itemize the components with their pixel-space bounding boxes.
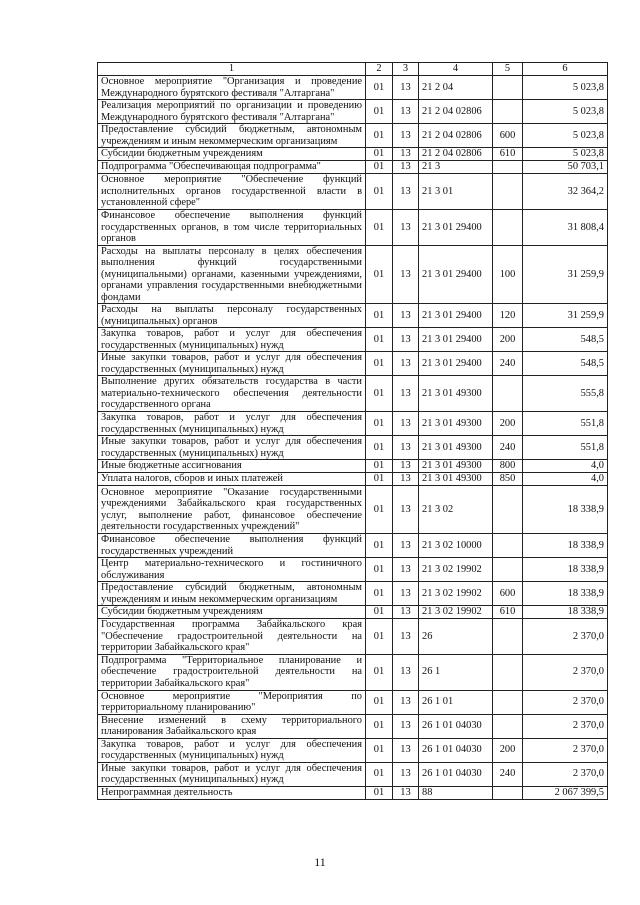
row-target-code-cell: 21 3 01 49300 (419, 460, 493, 473)
row-name-cell: Центр материально-технического и гостиничного обслуживания (98, 558, 366, 582)
row-expense-type-cell: 240 (493, 436, 523, 460)
row-subsection-cell: 13 (393, 161, 419, 174)
table-row (98, 245, 608, 304)
budget-table (97, 62, 608, 800)
table-row (98, 304, 608, 328)
row-section-cell: 01 (366, 100, 393, 124)
table-row (98, 174, 608, 210)
row-name-cell: Основное мероприятие "Организация и проведение Международного бурятского фестиваля "Алтаргана" (98, 76, 366, 100)
row-subsection-cell: 13 (393, 328, 419, 352)
row-amount-cell: 548,5 (523, 352, 608, 376)
row-expense-type-cell: 610 (493, 148, 523, 161)
header-cell-4: 4 (419, 63, 493, 76)
row-amount-cell: 548,5 (523, 328, 608, 352)
table-row (98, 148, 608, 161)
row-name-cell: Предоставление субсидий бюджетным, автономным учреждениям и иным некоммерческим организациям (98, 124, 366, 148)
row-section-cell: 01 (366, 486, 393, 534)
table-row (98, 124, 608, 148)
row-name-cell: Иные закупки товаров, работ и услуг для обеспечения государственных (муниципальных) нужд (98, 352, 366, 376)
table-row (98, 714, 608, 738)
table-row (98, 762, 608, 786)
table-row (98, 328, 608, 352)
row-section-cell: 01 (366, 473, 393, 486)
table-row (98, 582, 608, 606)
table-row (98, 473, 608, 486)
row-name-cell: Субсидии бюджетным учреждениям (98, 606, 366, 619)
row-section-cell: 01 (366, 460, 393, 473)
row-subsection-cell: 13 (393, 148, 419, 161)
row-section-cell: 01 (366, 376, 393, 412)
row-section-cell: 01 (366, 714, 393, 738)
row-section-cell: 01 (366, 124, 393, 148)
row-subsection-cell: 13 (393, 100, 419, 124)
row-expense-type-cell: 100 (493, 245, 523, 304)
row-amount-cell: 4,0 (523, 473, 608, 486)
table-row (98, 460, 608, 473)
table-row (98, 412, 608, 436)
row-target-code-cell: 21 3 01 29400 (419, 210, 493, 246)
row-subsection-cell: 13 (393, 690, 419, 714)
row-section-cell: 01 (366, 582, 393, 606)
row-subsection-cell: 13 (393, 76, 419, 100)
row-subsection-cell: 13 (393, 606, 419, 619)
row-target-code-cell: 21 3 01 49300 (419, 436, 493, 460)
row-target-code-cell: 21 3 01 49300 (419, 473, 493, 486)
row-subsection-cell: 13 (393, 174, 419, 210)
row-section-cell: 01 (366, 161, 393, 174)
row-amount-cell: 18 338,9 (523, 486, 608, 534)
row-target-code-cell: 21 3 02 10000 (419, 534, 493, 558)
row-expense-type-cell (493, 714, 523, 738)
row-name-cell: Финансовое обеспечение выполнения функций государственных учреждений (98, 534, 366, 558)
row-amount-cell: 18 338,9 (523, 582, 608, 606)
row-expense-type-cell: 610 (493, 606, 523, 619)
row-amount-cell: 31 259,9 (523, 304, 608, 328)
row-subsection-cell: 13 (393, 245, 419, 304)
row-expense-type-cell: 600 (493, 124, 523, 148)
row-expense-type-cell (493, 486, 523, 534)
row-amount-cell: 2 370,0 (523, 714, 608, 738)
row-subsection-cell: 13 (393, 352, 419, 376)
row-subsection-cell: 13 (393, 762, 419, 786)
row-section-cell: 01 (366, 328, 393, 352)
table-row (98, 161, 608, 174)
table-row (98, 690, 608, 714)
header-cell-5: 5 (493, 63, 523, 76)
table-header-row (98, 63, 608, 76)
row-section-cell: 01 (366, 174, 393, 210)
row-section-cell: 01 (366, 76, 393, 100)
row-target-code-cell: 21 2 04 (419, 76, 493, 100)
row-section-cell: 01 (366, 210, 393, 246)
row-name-cell: Внесение изменений в схему территориального планирования Забайкальского края (98, 714, 366, 738)
table-row (98, 558, 608, 582)
header-cell-2: 2 (366, 63, 393, 76)
row-section-cell: 01 (366, 148, 393, 161)
row-target-code-cell: 21 3 01 49300 (419, 376, 493, 412)
row-section-cell: 01 (366, 762, 393, 786)
row-section-cell: 01 (366, 619, 393, 655)
row-subsection-cell: 13 (393, 714, 419, 738)
row-amount-cell: 31 259,9 (523, 245, 608, 304)
row-expense-type-cell (493, 558, 523, 582)
row-expense-type-cell: 200 (493, 328, 523, 352)
row-amount-cell: 5 023,8 (523, 76, 608, 100)
row-name-cell: Подпрограмма "Территориальное планирование и обеспечение градостроительной деятельности на территории Забайкальского края" (98, 654, 366, 690)
row-name-cell: Государственная программа Забайкальского края "Обеспечение градостроительной деятельности на территории Забайкальского края" (98, 619, 366, 655)
row-name-cell: Выполнение других обязательств государства в части материально-технического обеспечения деятельности государственного органа (98, 376, 366, 412)
row-name-cell: Иные закупки товаров, работ и услуг для обеспечения государственных (муниципальных) нужд (98, 762, 366, 786)
row-expense-type-cell (493, 76, 523, 100)
row-expense-type-cell (493, 654, 523, 690)
row-amount-cell: 5 023,8 (523, 100, 608, 124)
header-cell-3: 3 (393, 63, 419, 76)
row-target-code-cell: 21 3 01 29400 (419, 352, 493, 376)
row-target-code-cell: 88 (419, 786, 493, 799)
row-amount-cell: 5 023,8 (523, 148, 608, 161)
row-name-cell: Субсидии бюджетным учреждениям (98, 148, 366, 161)
row-target-code-cell: 21 2 04 02806 (419, 100, 493, 124)
row-amount-cell: 551,8 (523, 412, 608, 436)
row-expense-type-cell: 850 (493, 473, 523, 486)
row-amount-cell: 32 364,2 (523, 174, 608, 210)
row-subsection-cell: 13 (393, 619, 419, 655)
row-target-code-cell: 26 1 01 04030 (419, 762, 493, 786)
row-amount-cell: 551,8 (523, 436, 608, 460)
table-row (98, 619, 608, 655)
row-expense-type-cell: 200 (493, 412, 523, 436)
row-subsection-cell: 13 (393, 786, 419, 799)
row-target-code-cell: 21 3 02 19902 (419, 558, 493, 582)
row-section-cell: 01 (366, 654, 393, 690)
row-name-cell: Основное мероприятие "Оказание государственными учреждениями Забайкальского края государственных услуг, выполнение работ, финансовое обеспечение деятельности государственных учреждений" (98, 486, 366, 534)
row-section-cell: 01 (366, 786, 393, 799)
row-name-cell: Непрограммная деятельность (98, 786, 366, 799)
row-subsection-cell: 13 (393, 558, 419, 582)
table-row (98, 486, 608, 534)
table-row (98, 210, 608, 246)
row-subsection-cell: 13 (393, 473, 419, 486)
row-subsection-cell: 13 (393, 460, 419, 473)
row-expense-type-cell (493, 174, 523, 210)
row-amount-cell: 4,0 (523, 460, 608, 473)
row-name-cell: Иные закупки товаров, работ и услуг для обеспечения государственных (муниципальных) нужд (98, 436, 366, 460)
table-row (98, 606, 608, 619)
row-amount-cell: 18 338,9 (523, 534, 608, 558)
row-target-code-cell: 21 3 02 19902 (419, 582, 493, 606)
row-amount-cell: 2 370,0 (523, 654, 608, 690)
row-section-cell: 01 (366, 606, 393, 619)
row-target-code-cell: 26 1 01 (419, 690, 493, 714)
row-subsection-cell: 13 (393, 436, 419, 460)
header-cell-6: 6 (523, 63, 608, 76)
row-amount-cell: 2 067 399,5 (523, 786, 608, 799)
row-target-code-cell: 21 2 04 02806 (419, 148, 493, 161)
row-subsection-cell: 13 (393, 304, 419, 328)
row-subsection-cell: 13 (393, 412, 419, 436)
row-name-cell: Реализация мероприятий по организации и проведению Международного бурятского фестиваля "Алтаргана" (98, 100, 366, 124)
header-cell-1: 1 (98, 63, 366, 76)
table-row (98, 100, 608, 124)
table-row (98, 654, 608, 690)
table-row (98, 436, 608, 460)
row-name-cell: Расходы на выплаты персоналу в целях обеспечения выполнения функций государственными (муниципальными) органами, казенными учреждениями, органами управления государственными внебюджетными фондами (98, 245, 366, 304)
row-subsection-cell: 13 (393, 124, 419, 148)
row-amount-cell: 2 370,0 (523, 762, 608, 786)
row-expense-type-cell: 240 (493, 762, 523, 786)
row-subsection-cell: 13 (393, 654, 419, 690)
row-target-code-cell: 21 3 02 (419, 486, 493, 534)
row-expense-type-cell: 240 (493, 352, 523, 376)
table-body (98, 63, 608, 800)
row-section-cell: 01 (366, 304, 393, 328)
row-expense-type-cell (493, 100, 523, 124)
row-target-code-cell: 21 3 01 29400 (419, 328, 493, 352)
row-amount-cell: 5 023,8 (523, 124, 608, 148)
row-target-code-cell: 21 3 01 29400 (419, 245, 493, 304)
row-name-cell: Основное мероприятие "Обеспечение функций исполнительных органов государственной власти в установленной сфере" (98, 174, 366, 210)
row-target-code-cell: 21 3 02 19902 (419, 606, 493, 619)
row-subsection-cell: 13 (393, 376, 419, 412)
row-amount-cell: 2 370,0 (523, 690, 608, 714)
row-target-code-cell: 21 2 04 02806 (419, 124, 493, 148)
row-name-cell: Подпрограмма "Обеспечивающая подпрограмма" (98, 161, 366, 174)
row-name-cell: Закупка товаров, работ и услуг для обеспечения государственных (муниципальных) нужд (98, 738, 366, 762)
row-target-code-cell: 21 3 (419, 161, 493, 174)
row-expense-type-cell (493, 534, 523, 558)
row-name-cell: Основное мероприятие "Мероприятия по территориальному планированию" (98, 690, 366, 714)
row-section-cell: 01 (366, 436, 393, 460)
row-amount-cell: 18 338,9 (523, 558, 608, 582)
row-amount-cell: 2 370,0 (523, 619, 608, 655)
table-row (98, 738, 608, 762)
table-row (98, 786, 608, 799)
row-name-cell: Предоставление субсидий бюджетным, автономным учреждениям и иным некоммерческим организациям (98, 582, 366, 606)
row-expense-type-cell (493, 376, 523, 412)
row-section-cell: 01 (366, 245, 393, 304)
table-row (98, 376, 608, 412)
row-target-code-cell: 26 1 (419, 654, 493, 690)
row-subsection-cell: 13 (393, 210, 419, 246)
row-section-cell: 01 (366, 558, 393, 582)
row-amount-cell: 555,8 (523, 376, 608, 412)
row-expense-type-cell (493, 786, 523, 799)
row-subsection-cell: 13 (393, 738, 419, 762)
row-amount-cell: 18 338,9 (523, 606, 608, 619)
page-number: 11 (314, 855, 326, 869)
row-expense-type-cell: 120 (493, 304, 523, 328)
row-name-cell: Уплата налогов, сборов и иных платежей (98, 473, 366, 486)
row-expense-type-cell: 800 (493, 460, 523, 473)
row-name-cell: Расходы на выплаты персоналу государственных (муниципальных) органов (98, 304, 366, 328)
row-section-cell: 01 (366, 690, 393, 714)
table-row (98, 352, 608, 376)
row-section-cell: 01 (366, 738, 393, 762)
row-subsection-cell: 13 (393, 582, 419, 606)
row-section-cell: 01 (366, 412, 393, 436)
row-name-cell: Иные бюджетные ассигнования (98, 460, 366, 473)
row-expense-type-cell: 200 (493, 738, 523, 762)
row-section-cell: 01 (366, 352, 393, 376)
row-name-cell: Закупка товаров, работ и услуг для обеспечения государственных (муниципальных) нужд (98, 328, 366, 352)
row-name-cell: Закупка товаров, работ и услуг для обеспечения государственных (муниципальных) нужд (98, 412, 366, 436)
row-expense-type-cell (493, 161, 523, 174)
row-expense-type-cell (493, 690, 523, 714)
row-expense-type-cell (493, 619, 523, 655)
row-subsection-cell: 13 (393, 486, 419, 534)
row-target-code-cell: 21 3 01 (419, 174, 493, 210)
row-section-cell: 01 (366, 534, 393, 558)
row-amount-cell: 2 370,0 (523, 738, 608, 762)
row-target-code-cell: 21 3 01 49300 (419, 412, 493, 436)
row-expense-type-cell: 600 (493, 582, 523, 606)
row-amount-cell: 31 808,4 (523, 210, 608, 246)
row-target-code-cell: 21 3 01 29400 (419, 304, 493, 328)
row-target-code-cell: 26 (419, 619, 493, 655)
row-name-cell: Финансовое обеспечение выполнения функций государственных органов, в том числе территориальных органов (98, 210, 366, 246)
row-expense-type-cell (493, 210, 523, 246)
table-row (98, 76, 608, 100)
row-target-code-cell: 26 1 01 04030 (419, 738, 493, 762)
table-row (98, 534, 608, 558)
row-subsection-cell: 13 (393, 534, 419, 558)
row-amount-cell: 50 703,1 (523, 161, 608, 174)
row-target-code-cell: 26 1 01 04030 (419, 714, 493, 738)
